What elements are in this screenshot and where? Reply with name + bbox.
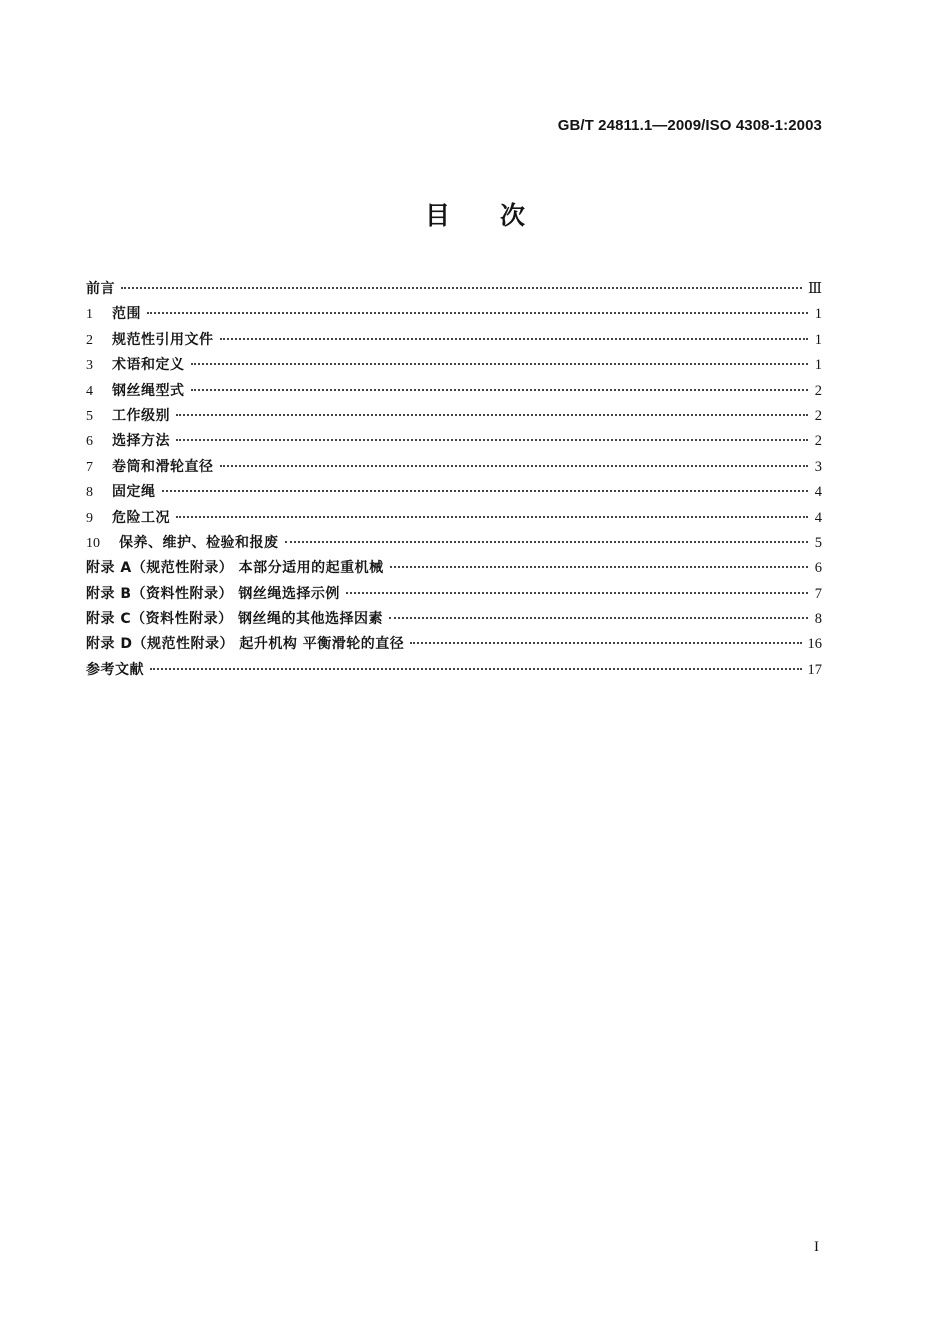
toc-entry[interactable] — [86, 632, 822, 657]
toc-entry-number: 10 — [86, 535, 100, 551]
toc-entry[interactable] — [86, 506, 822, 531]
toc-entry-page: 2 — [814, 433, 822, 450]
toc-entry-page: 17 — [807, 661, 822, 678]
toc-entry[interactable] — [86, 429, 822, 454]
toc-entry-page: 4 — [814, 509, 822, 526]
toc-entry[interactable] — [86, 302, 822, 327]
toc-dot-leader — [220, 338, 809, 340]
toc-entry-page: 8 — [814, 611, 822, 628]
toc-dot-leader — [220, 465, 809, 467]
toc-dot-leader — [162, 490, 809, 492]
toc-entry-page: 3 — [814, 458, 822, 475]
toc-dot-leader — [389, 617, 808, 619]
toc-entry-label: 附录 C（资料性附录） 钢丝绳的其他选择因素 — [86, 611, 384, 628]
toc-entry[interactable] — [86, 556, 822, 581]
table-of-contents — [86, 277, 822, 683]
page-number: I — [814, 1239, 819, 1255]
toc-entry-page: 2 — [814, 407, 822, 424]
page-title: 目次 — [424, 201, 575, 230]
toc-entry-number: 7 — [86, 459, 93, 475]
toc-dot-leader — [121, 287, 802, 289]
toc-entry-page: 5 — [814, 534, 822, 551]
toc-entry-number: 8 — [86, 485, 93, 501]
toc-entry-number: 5 — [86, 408, 93, 424]
toc-dot-leader — [176, 439, 808, 441]
toc-entry[interactable] — [86, 277, 822, 302]
toc-entry-number: 9 — [86, 510, 93, 526]
toc-dot-leader — [390, 566, 808, 568]
toc-entry[interactable] — [86, 582, 822, 607]
toc-dot-leader — [410, 642, 801, 644]
toc-entry-page: 1 — [814, 357, 822, 374]
toc-entry-page: 1 — [814, 306, 822, 323]
toc-dot-leader — [176, 516, 808, 518]
toc-entry[interactable] — [86, 328, 822, 353]
toc-entry-label: 附录 D（规范性附录） 起升机构 平衡滑轮的直径 — [86, 636, 405, 653]
toc-entry-label: 固定绳 — [112, 484, 156, 501]
toc-entry-label: 附录 A（规范性附录） 本部分适用的起重机械 — [86, 560, 384, 577]
toc-entry-page: 2 — [814, 382, 822, 399]
toc-entry-number: 2 — [86, 332, 93, 348]
toc-dot-leader — [176, 414, 808, 416]
toc-entry[interactable] — [86, 404, 822, 429]
toc-entry-label: 钢丝绳型式 — [112, 382, 185, 399]
toc-entry-page: 16 — [807, 636, 822, 653]
toc-entry[interactable] — [86, 480, 822, 505]
toc-dot-leader — [285, 541, 809, 543]
toc-entry[interactable] — [86, 607, 822, 632]
toc-entry-label: 工作级别 — [112, 407, 170, 424]
toc-entry-page: Ⅲ — [808, 281, 822, 297]
toc-dot-leader — [191, 363, 809, 365]
toc-dot-leader — [346, 592, 808, 594]
toc-entry-number: 4 — [86, 383, 93, 399]
toc-entry-page: 7 — [814, 585, 822, 602]
toc-entry[interactable] — [86, 379, 822, 404]
toc-entry-number: 1 — [86, 307, 93, 323]
toc-entry-page: 6 — [814, 560, 822, 577]
toc-entry[interactable] — [86, 531, 822, 556]
toc-entry-label: 规范性引用文件 — [112, 331, 214, 348]
toc-entry-label: 保养、维护、检验和报废 — [119, 534, 279, 551]
toc-entry-page: 1 — [814, 331, 822, 348]
toc-dot-leader — [150, 668, 802, 670]
toc-entry-label: 选择方法 — [112, 433, 170, 450]
toc-entry-label: 范围 — [112, 306, 141, 323]
toc-entry-label: 卷筒和滑轮直径 — [112, 458, 214, 475]
toc-entry-label: 术语和定义 — [112, 357, 185, 374]
toc-dot-leader — [191, 389, 809, 391]
toc-entry-number: 6 — [86, 434, 93, 450]
standard-number: GB/T 24811.1—2009/ISO 4308-1:2003 — [557, 117, 822, 134]
toc-entry-page: 4 — [814, 484, 822, 501]
toc-dot-leader — [147, 312, 808, 314]
toc-entry-number: 3 — [86, 358, 93, 374]
toc-entry-label: 前言 — [86, 281, 115, 297]
toc-entry-label: 附录 B（资料性附录） 钢丝绳选择示例 — [86, 585, 340, 602]
toc-entry[interactable] — [86, 353, 822, 378]
toc-entry[interactable] — [86, 455, 822, 480]
toc-entry[interactable] — [86, 658, 822, 683]
toc-entry-label: 参考文献 — [86, 661, 144, 678]
toc-entry-label: 危险工况 — [112, 509, 170, 526]
